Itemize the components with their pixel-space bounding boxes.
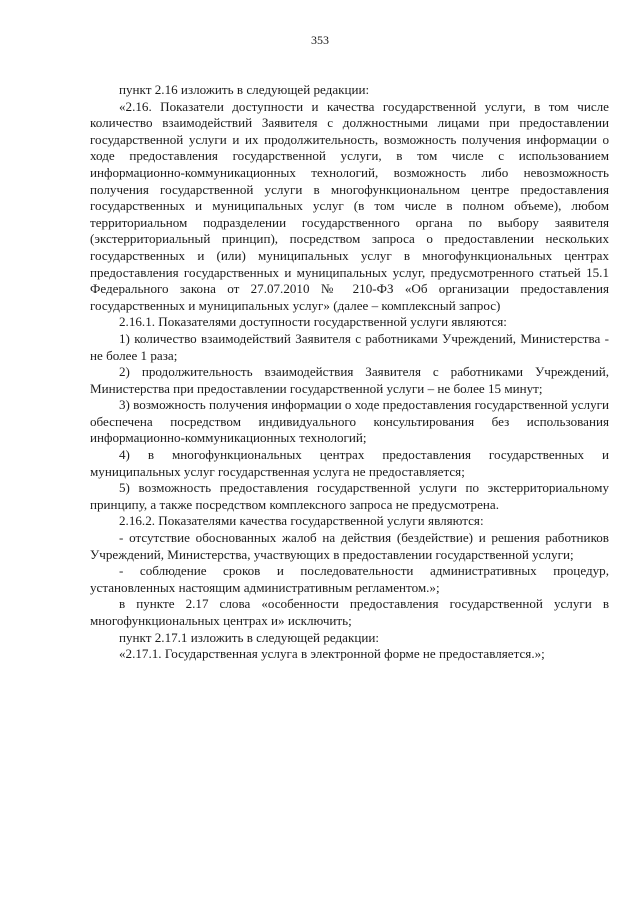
paragraph: «2.16. Показатели доступности и качества государственной услуги, в том числе количество взаимодействий Заявителя с должностными лицами при предоставлении государственной услуги и их продолжительность, возможность получения информации о ходе предоставления государственной услуги, в том числе с использованием информационно-коммуникационных технологий, возможность либо невозможность получения государственной услуги в многофункциональном центре предоставления государственных и муниципальных услуг (в том числе в полном объеме), любом территориальном подразделении государственного органа по выбору заявителя (экстерриториальный принцип), посредством запроса о предоставлении нескольких государственных и (или) муниципальных услуг в многофункциональных центрах предоставления государственных и муниципальных услуг, предусмотренного статьей 15.1 Федерального закона от 27.07.2010 № 210-ФЗ «Об организации предоставления государственных и муниципальных услуг» (далее – комплексный запрос) (90, 98, 609, 313)
paragraph: 3) возможность получения информации о ходе предоставления государственной услуги обеспечена посредством индивидуального консультирования без использования информационно-коммуникационных технологий; (90, 397, 609, 446)
paragraph: 2) продолжительность взаимодействия Заявителя с работниками Учреждений, Министерства при предоставлении государственной услуги – не более 15 минут; (90, 364, 609, 396)
paragraph: - соблюдение сроков и последовательности административных процедур, установленных настоящим административным регламентом.»; (90, 563, 609, 595)
document-body (90, 82, 609, 663)
paragraph: 5) возможность предоставления государственной услуги по экстерриториальному принципу, а также посредством комплексного запроса не предусмотрена. (90, 480, 609, 512)
page-number: 353 (311, 33, 329, 47)
paragraph: 1) количество взаимодействий Заявителя с работниками Учреждений, Министерства - не более 1 раза; (90, 330, 609, 363)
paragraph: пункт 2.16 изложить в следующей редакции: (119, 82, 370, 97)
paragraph: - отсутствие обоснованных жалоб на действия (бездействие) и решения работников Учреждений, Министерства, участвующих в предоставлении государственной услуги; (90, 530, 609, 562)
paragraph: пункт 2.17.1 изложить в следующей редакции: (119, 629, 379, 645)
paragraph: 4) в многофункциональных центрах предоставления государственных и муниципальных услуг государственная услуга не предоставляется; (90, 447, 609, 479)
paragraph: 2.16.2. Показателями качества государственной услуги являются: (119, 513, 484, 529)
paragraph: «2.17.1. Государственная услуга в электронной форме не предоставляется.»; (119, 646, 545, 662)
paragraph: 2.16.1. Показателями доступности государственной услуги являются: (119, 314, 507, 330)
paragraph: в пункте 2.17 слова «особенности предоставления государственной услуги в многофункциональных центрах и» исключить; (90, 596, 609, 628)
